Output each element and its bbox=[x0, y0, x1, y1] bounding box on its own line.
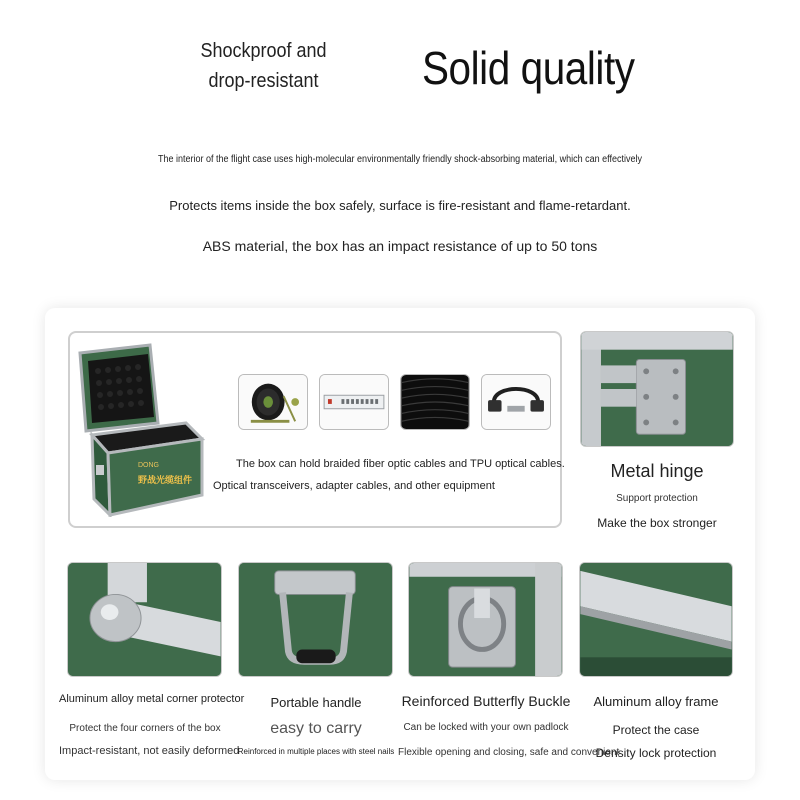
portable-handle-line-1: easy to carry bbox=[270, 720, 362, 737]
intro-line-3: ABS material, the box has an impact resistance of up to 50 tons bbox=[202, 238, 598, 254]
metal-hinge-line-1: Support protection bbox=[616, 493, 698, 504]
case-contents-text-2: Optical transceivers, adapter cables, and other equipment bbox=[213, 480, 495, 492]
headline-shockproof: Shockproof and drop-resistant bbox=[200, 40, 327, 92]
intro-line-1: The interior of the flight case uses high-molecular environmentally friendly shock-absorbing material, which can effectively bbox=[157, 154, 643, 165]
aluminum-frame-line-2: Density lock protection bbox=[595, 746, 717, 760]
corner-protector-image bbox=[67, 562, 222, 677]
case-label: 野战光缆组件 bbox=[138, 476, 193, 486]
aluminum-frame-line-1: Protect the case bbox=[612, 723, 700, 737]
metal-hinge-image bbox=[580, 331, 734, 447]
case-brand: DONG bbox=[138, 462, 159, 469]
cable-reel-thumbnail bbox=[238, 374, 308, 430]
corner-protector-line-1: Protect the four corners of the box bbox=[69, 723, 221, 734]
portable-handle-line-2: Reinforced in multiple places with steel nails bbox=[237, 747, 395, 756]
corner-protector-line-2: Impact-resistant, not easily deformed bbox=[59, 745, 240, 757]
corner-protector-title: Aluminum alloy metal corner protector bbox=[59, 693, 245, 705]
portable-handle-title: Portable handle bbox=[270, 695, 362, 710]
headline-solid-quality: Solid quality bbox=[422, 42, 635, 94]
optical-transceiver-thumbnail bbox=[319, 374, 389, 430]
portable-handle-image bbox=[238, 562, 393, 677]
butterfly-buckle-title: Reinforced Butterfly Buckle bbox=[401, 693, 571, 709]
metal-hinge-line-2: Make the box stronger bbox=[597, 516, 717, 530]
adapter-cable-thumbnail bbox=[481, 374, 551, 430]
case-contents-text-1: The box can hold braided fiber optic cables and TPU optical cables. bbox=[236, 458, 565, 470]
aluminum-frame-image bbox=[579, 562, 733, 677]
flight-case-image bbox=[78, 343, 206, 517]
metal-hinge-title: Metal hinge bbox=[610, 461, 704, 481]
intro-line-2: Protects items inside the box safely, surface is fire-resistant and flame-retardant. bbox=[169, 198, 631, 213]
butterfly-buckle-line-2: Flexible opening and closing, safe and convenient bbox=[398, 747, 620, 758]
butterfly-buckle-image bbox=[408, 562, 563, 677]
fiber-cable-coil-thumbnail bbox=[400, 374, 470, 430]
butterfly-buckle-line-1: Can be locked with your own padlock bbox=[403, 722, 569, 733]
aluminum-frame-title: Aluminum alloy frame bbox=[593, 694, 719, 709]
